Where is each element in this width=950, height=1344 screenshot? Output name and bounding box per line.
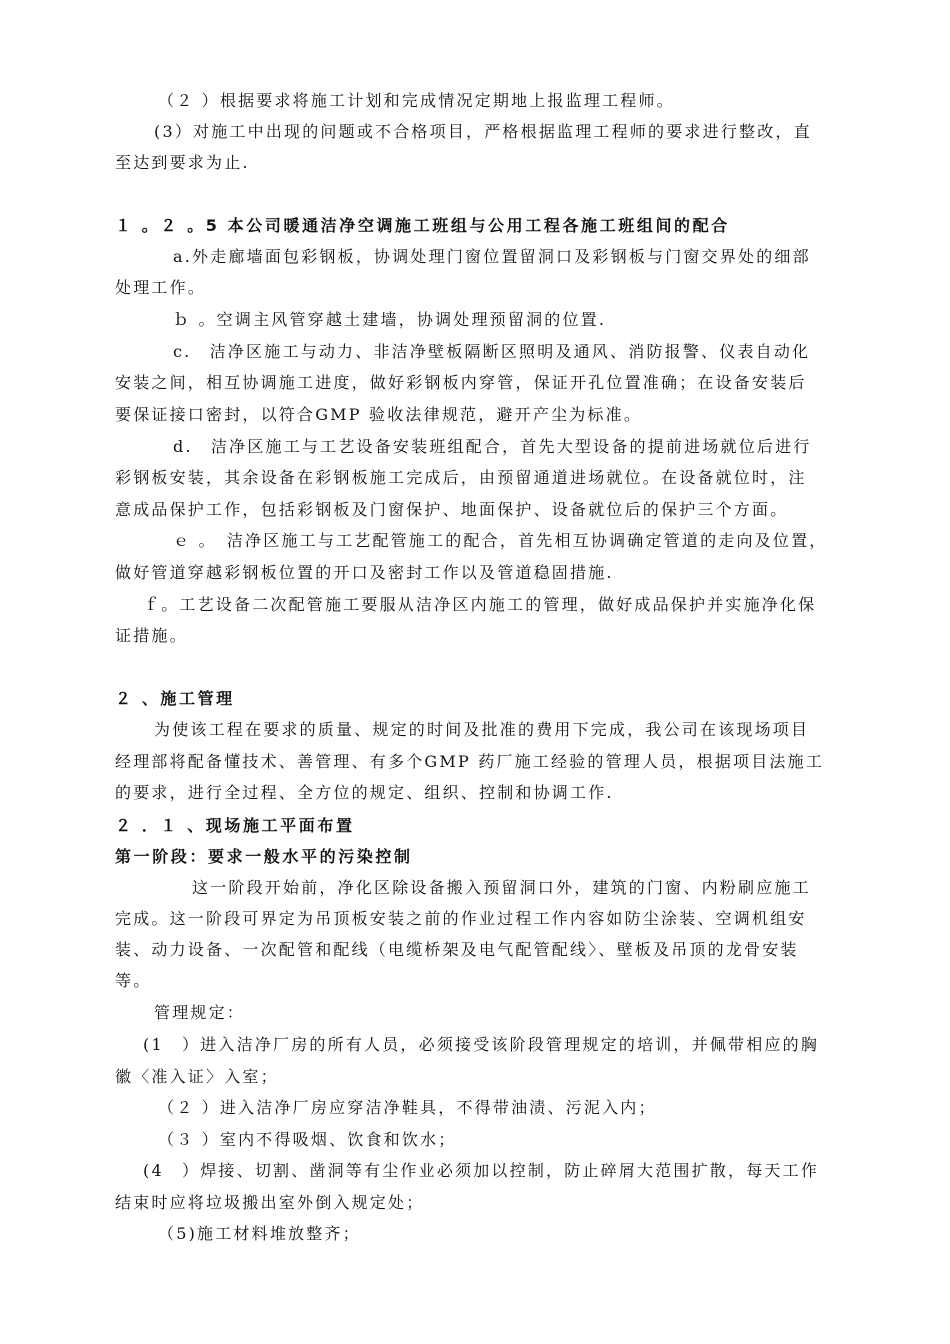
text-line: 装、动力设备、一次配管和配线（电缆桥架及电气配管配线〉、壁板及吊顶的龙骨安装 <box>115 940 799 959</box>
text-line: 完成。这一阶段可界定为吊顶板安装之前的作业过程工作内容如防尘涂装、空调机组安 <box>115 909 807 928</box>
text-line: (3）对施工中出现的问题或不合格项目，严格根据监理工程师的要求进行整改，直 <box>154 122 812 141</box>
text-line: c. 洁净区施工与动力、非洁净壁板隔断区照明及通风、消防报警、仪表自动化 <box>173 342 811 361</box>
text-line: 结束时应将垃圾搬出室外倒入规定处； <box>115 1193 425 1212</box>
text-line: 安装之间，相互协调施工进度，做好彩钢板内穿管，保证开孔位置准确；在设备安装后 <box>115 373 807 392</box>
text-line: 管理规定： <box>154 1003 246 1022</box>
text-line: 至达到要求为止. <box>115 153 250 172</box>
text-line: （5)施工材料堆放整齐； <box>158 1224 361 1243</box>
text-line: （２ ）根据要求将施工计划和完成情况定期地上报监理工程师。 <box>158 91 675 110</box>
section-heading: １ 。２ 。5 本公司暖通洁净空调施工班组与公用工程各施工班组间的配合 <box>115 216 730 235</box>
text-line: 徽〈准入证〉入室； <box>115 1067 279 1086</box>
text-line: 证措施。 <box>115 626 188 645</box>
phase-heading: 第一阶段：要求一般水平的污染控制 <box>115 847 413 866</box>
text-line: d. 洁净区施工与工艺设备安装班组配合，首先大型设备的提前进场就位后进行 <box>173 437 812 456</box>
text-line: ｆ。工艺设备二次配管施工要服从洁净区内施工的管理，做好成品保护并实施净化保 <box>143 595 817 614</box>
text-line: 要保证接口密封，以符合GMP 验收法律规范，避开产尘为标准。 <box>115 405 643 424</box>
text-line: (1 ）进入洁净厂房的所有人员，必须接受该阶段管理规定的培训，并佩带相应的胸 <box>143 1035 820 1054</box>
text-line: 这一阶段开始前，净化区除设备搬入预留洞口外，建筑的门窗、内粉刷应施工 <box>192 878 811 897</box>
text-line: 意成品保护工作，包括彩钢板及门窗保护、地面保护、设备就位后的保护三个方面。 <box>115 500 789 519</box>
text-line: 为使该工程在要求的质量、规定的时间及批准的费用下完成，我公司在该现场项目 <box>154 720 810 739</box>
section-heading: ２ 、施工管理 <box>115 689 235 708</box>
text-line: （２ ）进入洁净厂房应穿洁净鞋具，不得带油渍、污泥入内； <box>158 1098 657 1117</box>
text-line: ｅ 。 洁净区施工与工艺配管施工的配合，首先相互协调确定管道的走向及位置， <box>173 531 828 550</box>
text-line: 做好管道穿越彩钢板位置的开口及密封工作以及管道稳固措施. <box>115 563 614 582</box>
text-line: a.外走廊墙面包彩钢板，协调处理门窗位置留洞口及彩钢板与门窗交界处的细部 <box>173 247 811 266</box>
text-line: (4 ）焊接、切割、凿洞等有尘作业必须加以控制，防止碎屑大范围扩散，每天工作 <box>143 1161 820 1180</box>
subsection-heading: ２ ．１ 、现场施工平面布置 <box>115 816 355 835</box>
text-line: 等。 <box>115 971 152 990</box>
text-line: ｂ 。空调主风管穿越土建墙，协调处理预留洞的位置. <box>173 310 607 329</box>
text-line: （３ ）室内不得吸烟、饮食和饮水； <box>158 1130 457 1149</box>
text-line: 经理部将配备懂技术、善管理、有多个GMP 药厂施工经验的管理人员，根据项目法施工 <box>115 752 825 771</box>
text-line: 处理工作。 <box>115 278 207 297</box>
text-line: 彩钢板安装，其余设备在彩钢板施工完成后，由预留通道进场就位。在设备就位时，注 <box>115 468 807 487</box>
text-line: 的要求，进行全过程、全方位的规定、组织、控制和协调工作. <box>115 783 614 802</box>
